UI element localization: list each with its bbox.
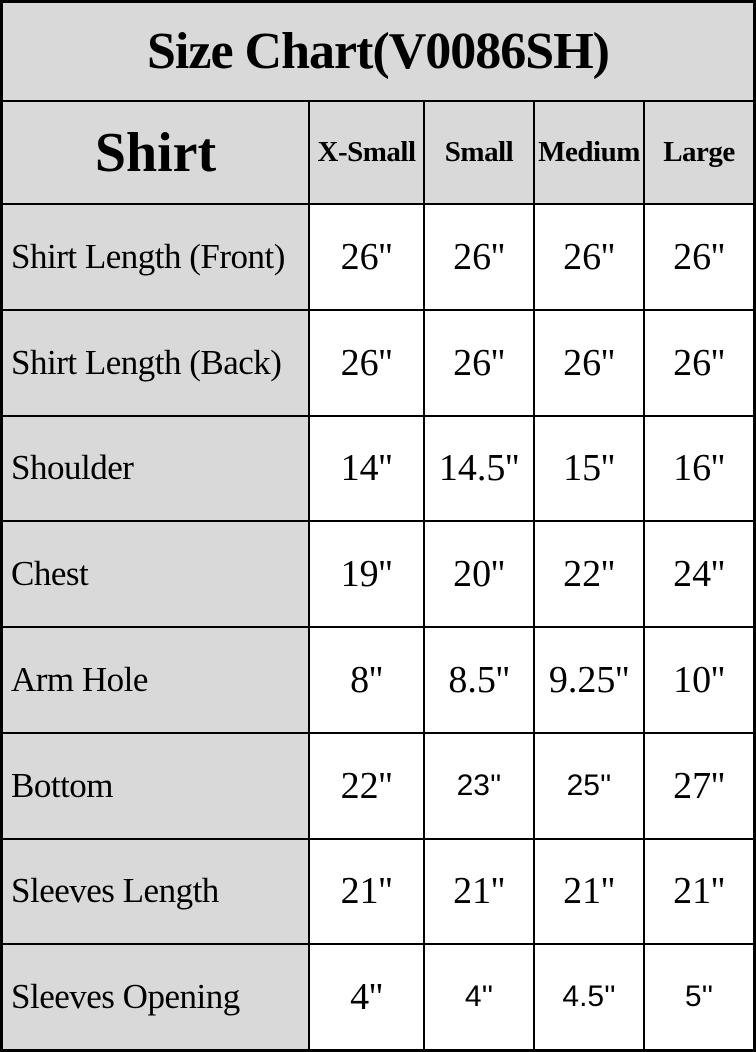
- measurement-value: 9.25'': [533, 628, 643, 732]
- measurement-value: 21'': [308, 840, 423, 944]
- measurement-value: 26'': [533, 311, 643, 415]
- column-header-large: Large: [643, 102, 753, 203]
- measurement-label: Shirt Length (Back): [3, 311, 308, 415]
- measurement-label: Shirt Length (Front): [3, 205, 308, 309]
- measurement-value: 14'': [308, 417, 423, 521]
- table-row: [3, 311, 753, 417]
- measurement-value: 26'': [643, 311, 753, 415]
- measurement-value: 24'': [643, 522, 753, 626]
- measurement-value: 5'': [643, 945, 753, 1049]
- measurement-value: 23'': [423, 734, 533, 838]
- table-body: [3, 205, 753, 1049]
- measurement-value: 26'': [533, 205, 643, 309]
- measurement-value: 26'': [423, 311, 533, 415]
- measurement-value: 14.5'': [423, 417, 533, 521]
- measurement-value: 21'': [533, 840, 643, 944]
- measurement-label: Shoulder: [3, 417, 308, 521]
- table-row: [3, 205, 753, 311]
- measurement-value: 4.5'': [533, 945, 643, 1049]
- measurement-label: Bottom: [3, 734, 308, 838]
- table-row: [3, 522, 753, 628]
- measurement-value: 19'': [308, 522, 423, 626]
- measurement-value: 25'': [533, 734, 643, 838]
- measurement-value: 8'': [308, 628, 423, 732]
- measurement-value: 4'': [308, 945, 423, 1049]
- column-header-medium: Medium: [533, 102, 643, 203]
- measurement-value: 22'': [308, 734, 423, 838]
- measurement-value: 16'': [643, 417, 753, 521]
- measurement-value: 10'': [643, 628, 753, 732]
- measurement-label: Chest: [3, 522, 308, 626]
- measurement-value: 8.5'': [423, 628, 533, 732]
- measurement-value: 20'': [423, 522, 533, 626]
- measurement-value: 26'': [423, 205, 533, 309]
- table-row: [3, 628, 753, 734]
- table-row: [3, 734, 753, 840]
- measurement-value: 22'': [533, 522, 643, 626]
- table-header-row: [3, 102, 753, 205]
- measurement-label: Sleeves Opening: [3, 945, 308, 1049]
- table-row: [3, 417, 753, 523]
- column-header-small: Small: [423, 102, 533, 203]
- column-header-x-small: X-Small: [308, 102, 423, 203]
- measurement-value: 27'': [643, 734, 753, 838]
- table-row: [3, 840, 753, 946]
- measurement-label: Sleeves Length: [3, 840, 308, 944]
- measurement-label: Arm Hole: [3, 628, 308, 732]
- measurement-value: 26'': [308, 311, 423, 415]
- measurement-value: 21'': [423, 840, 533, 944]
- measurement-value: 26'': [643, 205, 753, 309]
- measurement-value: 26'': [308, 205, 423, 309]
- chart-title: Size Chart(V0086SH): [3, 3, 753, 102]
- measurement-value: 21'': [643, 840, 753, 944]
- column-header-product: Shirt: [3, 102, 308, 203]
- measurement-value: 4'': [423, 945, 533, 1049]
- table-row: [3, 945, 753, 1049]
- measurement-value: 15'': [533, 417, 643, 521]
